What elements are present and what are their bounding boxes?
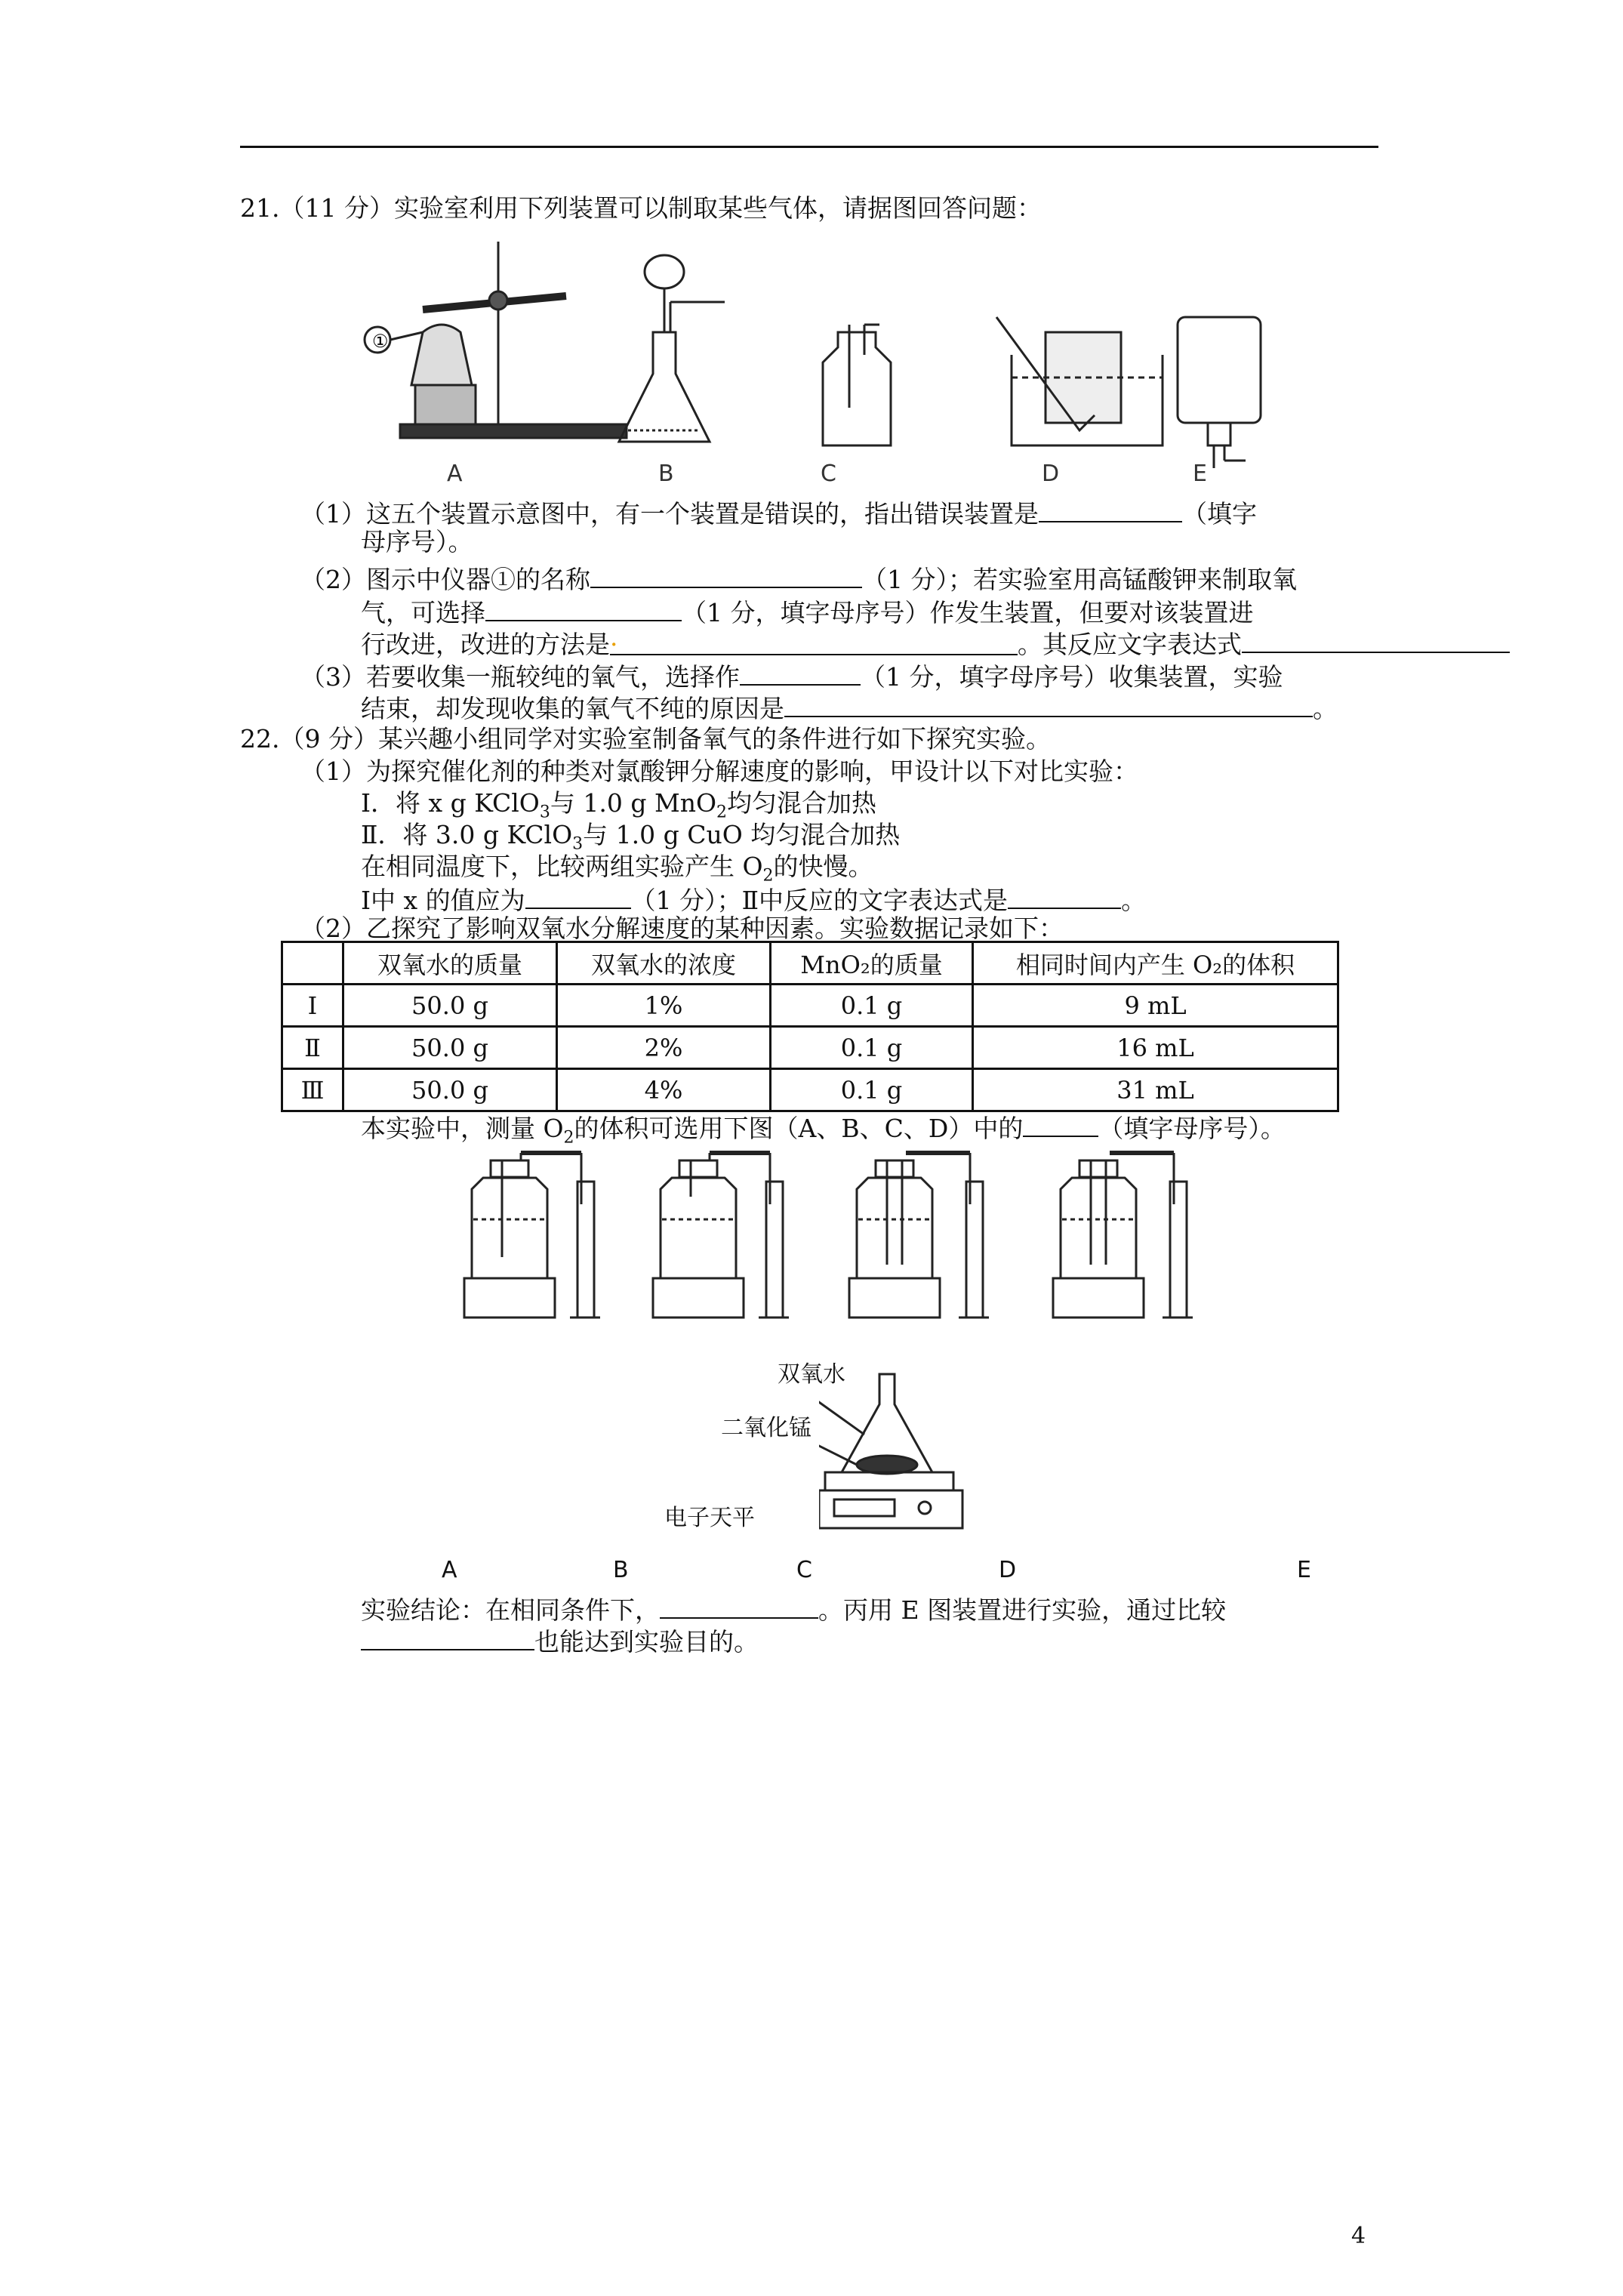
table-cell: 0.1 g [771,985,973,1027]
q22-label-d: D [999,1557,1017,1583]
h2o2-data-table [281,941,1339,1112]
apparatus-c-icon [823,325,891,445]
apparatus-d-icon [1053,1153,1193,1318]
table-cell: 50.0 g [343,985,557,1027]
table-header: 相同时间内产生 O₂的体积 [973,942,1338,985]
apparatus-e-icon [819,1374,962,1528]
table-cell: 0.1 g [771,1069,973,1111]
q22-label-c: C [796,1557,812,1583]
measure-apparatus-figure [449,1144,1227,1325]
q22-question-x: Ⅰ中 x 的值应为 （1 分）；Ⅱ中反应的文字表达式是 。 [361,882,1146,917]
mno2-label: 二氧化锰 [721,1415,812,1441]
q22-intro: 22.（9 分）某兴趣小组同学对实验室制备氧气的条件进行如下探究实验。 [240,724,1051,754]
top-rule [240,146,1378,148]
table-cell: 9 mL [973,985,1338,1027]
table-header: MnO₂的质量 [771,942,973,985]
apparatus-b-icon [619,255,725,442]
apparatus-e-icon [1178,317,1261,468]
h2o2-label: 双氧水 [778,1361,845,1388]
table-cell: Ⅰ [282,985,343,1027]
q22-label-e: E [1297,1557,1311,1583]
table-cell: 0.1 g [771,1027,973,1069]
apparatus-d-icon [996,317,1163,445]
apparatus-a-icon [464,1153,600,1318]
q21-label-c: C [821,461,836,487]
table-cell: 50.0 g [343,1027,557,1069]
table-header [282,942,343,985]
table-row [282,1027,1338,1069]
q22-label-b: B [613,1557,629,1583]
table-header-row [282,942,1338,985]
q21-part3-line1: （3）若要收集一瓶较纯的氧气，选择作 （1 分，填字母序号）收集装置，实验 [300,658,1283,694]
q21-label-e: E [1193,461,1207,487]
table-header: 双氧水的质量 [343,942,557,985]
table-cell: 1% [557,985,771,1027]
table-cell: 2% [557,1027,771,1069]
q21-label-a: A [447,461,463,487]
q21-part1-line2: 母序号）。 [361,527,473,556]
table-row [282,1069,1338,1111]
table-cell: 31 mL [973,1069,1338,1111]
q21-apparatus-figure [347,227,1351,491]
page-number: 4 [1351,2223,1366,2249]
q21-part2-line1: （2）图示中仪器①的名称 （1 分）；若实验室用高锰酸钾来制取氧 [300,561,1297,596]
table-row [282,985,1338,1027]
q21-part3-line2: 结束，却发现收集的氧气不纯的原因是 。 [361,690,1338,726]
table-cell: Ⅱ [282,1027,343,1069]
apparatus-a-icon [365,242,627,438]
apparatus-c-icon [849,1153,989,1318]
apparatus-b-icon [653,1153,789,1318]
table-cell: Ⅲ [282,1069,343,1111]
q21-label-d: D [1042,461,1060,487]
table-cell: 50.0 g [343,1069,557,1111]
q22-compare: 在相同温度下，比较两组实验产生 $O_2$的快慢。 [361,852,873,886]
q22-part1: （1）为探究催化剂的种类对氯酸钾分解速度的影响，甲设计以下对比实验： [300,757,1138,786]
q21-intro: 21.（11 分）实验室利用下列装置可以制取某些气体，请据图回答问题： [240,193,1042,223]
q22-part2: （2）乙探究了影响双氧水分解速度的某种因素。实验数据记录如下： [300,914,1064,943]
table-cell: 16 mL [973,1027,1338,1069]
table-cell: 4% [557,1069,771,1111]
q22-conclusion-line2: 也能达到实验目的。 [361,1623,759,1659]
q22-item-2: Ⅱ．将 3.0 g KClO$_3$与 1.0 g CuO 均匀混合加热 [361,820,901,854]
table-header: 双氧水的浓度 [557,942,771,985]
q22-item-1: Ⅰ．将 x g KClO$_3$与 1.0 g MnO$_2$均匀混合加热 [361,788,877,822]
q21-part1-line1: （1）这五个装置示意图中，有一个装置是错误的，指出错误装置是 （填字 [300,495,1257,531]
q21-label-b: B [658,461,674,487]
q21-part2-line2: 气，可选择 （1 分，填字母序号）作发生装置，但要对该装置进 [361,594,1254,630]
q21-part2-line3: 行改进，改进的方法是· 。其反应文字表达式 [361,626,1510,661]
q22-conclusion-line1: 实验结论：在相同条件下， 。丙用 E 图装置进行实验，通过比较 [361,1592,1226,1627]
q22-measure-question: 本实验中，测量 $O_2$的体积可选用下图（A、B、C、D）中的 （填字母序号）。 [361,1110,1286,1145]
balance-label: 电子天平 [664,1505,755,1531]
q22-label-a: A [442,1557,457,1583]
circle-1-label: ① [372,331,389,352]
